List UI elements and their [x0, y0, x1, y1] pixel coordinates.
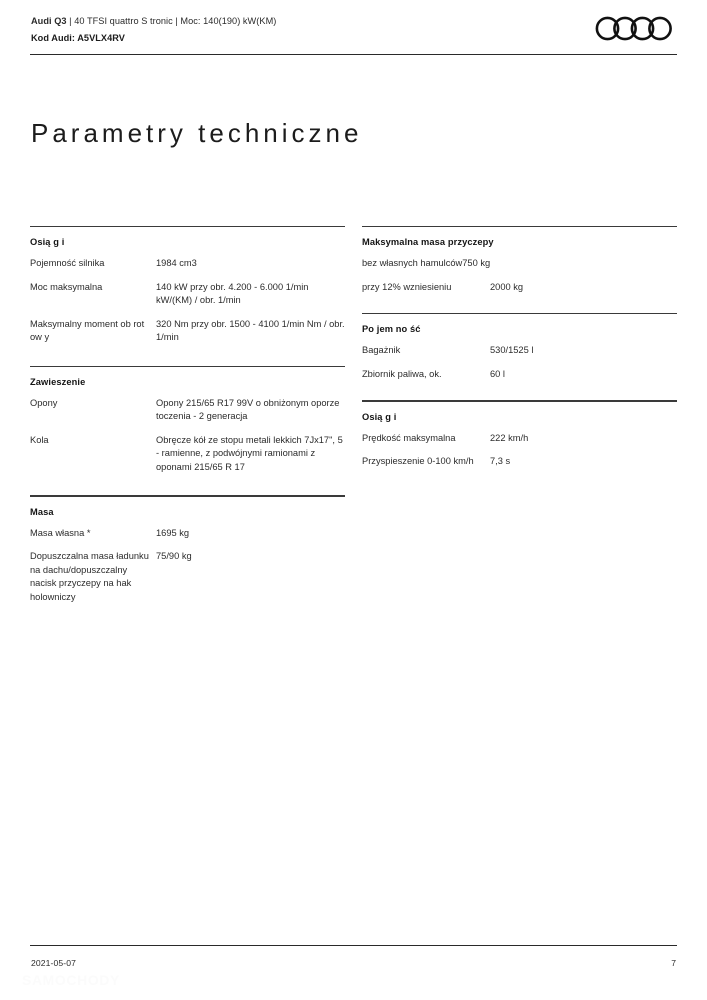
section-title: Osią g i — [30, 237, 65, 248]
header-model-details: | 40 TFSI quattro S tronic | Moc: 140(190) kW(KM) — [66, 16, 277, 26]
spec-section-zawieszenie — [30, 366, 345, 480]
spec-row — [30, 429, 345, 480]
spec-value: Obręcze kół ze stopu metali lekkich 7Jx17", 5 - ramienne, z podwójnymi ramionami z oponami 215/65 R 17 — [156, 434, 343, 472]
section-divider — [30, 495, 345, 496]
spec-row — [362, 427, 677, 451]
spec-value: 750 kg — [462, 258, 491, 269]
spec-row — [362, 339, 677, 363]
spec-section-pojemnosc — [362, 313, 677, 386]
section-title: Zawieszenie — [30, 376, 86, 387]
spec-value: 1984 cm3 — [156, 258, 197, 269]
spec-value: 60 l — [490, 368, 505, 379]
section-divider — [362, 400, 677, 401]
spec-rows — [30, 392, 345, 480]
spec-value: 75/90 kg — [156, 551, 192, 562]
spec-value: 1695 kg — [156, 527, 190, 538]
section-divider — [30, 366, 345, 367]
section-title: Maksymalna masa przyczepy — [362, 237, 494, 248]
spec-label: Kola — [30, 434, 49, 445]
spec-row — [362, 276, 677, 300]
spec-label: Dopuszczalna masa ładunku na dachu/dopuszczalny nacisk przyczepy na hak holowniczy — [30, 551, 149, 602]
audi-four-rings-logo-icon — [595, 16, 677, 46]
spec-value: 7,3 s — [490, 456, 511, 467]
spec-row — [30, 522, 345, 546]
spec-row — [30, 276, 345, 313]
spec-rows — [30, 522, 345, 610]
spec-row — [30, 545, 345, 609]
section-title: Po jem no ść — [362, 324, 421, 335]
section-divider — [30, 226, 345, 227]
spec-rows — [362, 339, 677, 386]
spec-label: Bagażnik — [362, 345, 401, 356]
spec-label: Przyspieszenie 0-100 km/h — [362, 456, 474, 467]
spec-label: Zbiornik paliwa, ok. — [362, 368, 442, 379]
right-spec-column — [362, 226, 677, 474]
footer-date: 2021-05-07 — [31, 958, 76, 968]
spec-rows — [362, 252, 677, 299]
spec-row — [30, 392, 345, 429]
spec-row — [30, 252, 345, 276]
spec-value: 320 Nm przy obr. 1500 - 4100 1/min Nm / obr. 1/min — [156, 318, 345, 343]
spec-value: 2000 kg — [490, 281, 524, 292]
spec-section-masa — [30, 495, 345, 609]
spec-row — [362, 363, 677, 387]
spec-label: przy 12% wzniesieniu — [362, 281, 452, 292]
spec-label: Moc maksymalna — [30, 281, 103, 292]
section-divider — [362, 313, 677, 314]
spec-section-maksymalna-masa-przyczepy — [362, 226, 677, 299]
header-model-line — [31, 14, 276, 29]
page-title: Parametry techniczne — [31, 118, 363, 148]
left-spec-column — [30, 226, 345, 609]
header-divider — [30, 54, 677, 55]
footer-divider — [30, 945, 677, 946]
spec-value: 222 km/h — [490, 432, 529, 443]
section-title: Masa — [30, 506, 54, 517]
page-header — [0, 0, 707, 56]
section-title: Osią g i — [362, 411, 397, 422]
section-divider — [362, 226, 677, 227]
header-vehicle-info — [31, 14, 276, 46]
spec-row — [30, 313, 345, 350]
spec-row — [362, 252, 677, 276]
footer-page-number: 7 — [671, 958, 676, 968]
spec-label: Maksymalny moment ob rot ow y — [30, 318, 145, 343]
spec-rows — [362, 427, 677, 474]
spec-section-osiagi — [30, 226, 345, 350]
spec-section-osiagi-right — [362, 400, 677, 473]
spec-rows — [30, 252, 345, 350]
spec-value: 140 kW przy obr. 4.200 - 6.000 1/min kW/(KM) / obr. 1/min — [156, 281, 309, 306]
spec-label: Prędkość maksymalna — [362, 432, 456, 443]
spec-label: Pojemność silnika — [30, 258, 105, 269]
spec-value: 530/1525 l — [490, 345, 534, 356]
spec-row — [362, 450, 677, 474]
spec-value: Opony 215/65 R17 99V o obniżonym oporze toczenia - 2 generacja — [156, 397, 340, 422]
spec-label: Masa własna * — [30, 527, 91, 538]
header-audi-code: Kod Audi: A5VLX4RV — [31, 33, 125, 43]
header-model-name: Audi Q3 — [31, 16, 67, 26]
footer-watermark: SAMOCHODY — [22, 972, 120, 988]
spec-label: bez własnych hamulców — [362, 258, 463, 269]
spec-label: Opony — [30, 397, 58, 408]
